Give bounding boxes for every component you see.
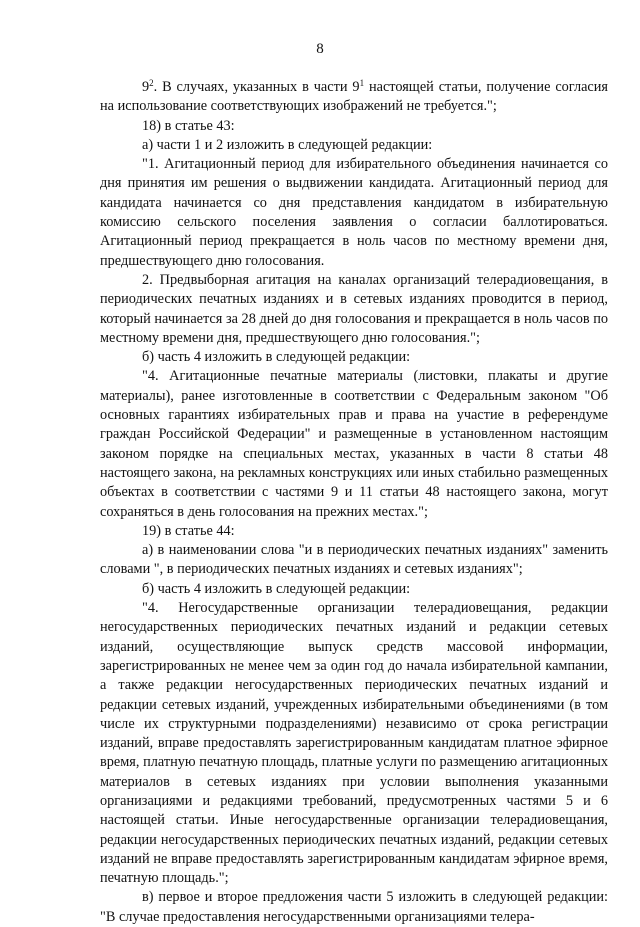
document-body <box>100 78 608 927</box>
paragraph: б) часть 4 изложить в следующей редакции: <box>142 580 411 597</box>
para-number: 9 <box>142 79 150 95</box>
paragraph: 2. Предвыборная агитация на каналах организаций телерадиовещания, в периодических печатных изданиях и в сетевых изданиях проводится в период, который начинается за 28 дней до дня голосования и прекращается в ноль часов по местному времени дня, предшествующего дню голосования."; <box>100 271 608 346</box>
paragraph: "4. Агитационные печатные материалы (листовки, плакаты и другие материалы), ранее изготовленные в соответствии с Федеральным законом "Об основных гарантиях избирательных прав и права на участие в референдуме граждан Российской Федерации" и размещенные в установленном настоящим законом порядке на специальных местах, указанных в части 8 статьи 48 настоящего закона, на рекламных конструкциях или иных стабильно размещенных объектах в соответствии с частями 9 и 11 статьи 48 настоящего закона, могут сохраняться в день голосования на прежних местах."; <box>100 368 608 520</box>
paragraph: б) часть 4 изложить в следующей редакции: <box>142 349 411 366</box>
paragraph: 18) в статье 43: <box>142 117 235 134</box>
paragraph-9-2 <box>100 78 608 117</box>
paragraph: а) части 1 и 2 изложить в следующей редакции: <box>142 136 433 153</box>
para-number-superscript: 2 <box>149 78 154 88</box>
para-text-end: настоящей статьи, получение согласия на использование соответствующих изображений не требуется."; <box>100 79 608 115</box>
para-text-start: . В случаях, указанных в части 9 <box>153 79 360 95</box>
paragraph: а) в наименовании слова "и в периодических печатных изданиях" заменить словами ", в периодических печатных изданиях и сетевых изданиях"; <box>100 542 608 578</box>
paragraph: "4. Негосударственные организации телерадиовещания, редакции негосударственных периодических печатных изданий и редакции сетевых изданий, осуществляющие выпуск средств массовой информации, зарегистрированных не менее чем за один год до начала избирательной кампании, а также редакции негосударственных периодических печатных изданий и редакции сетевых изданий, учрежденных избирательными объединениями (в том числе их структурными подразделениями) независимо от срока регистрации изданий, вправе предоставлять зарегистрированным кандидатам платное эфирное время, платную печатную площадь, платные услуги по размещению агитационных материалов в сетевых изданиях при условии выполнения указанными организациями и редакциями требований, предусмотренных частями 5 и 6 настоящей статьи. Иные негосударственные организации телерадиовещания, редакции негосударственных периодических печатных изданий, редакции сетевых изданий не вправе предоставлять зарегистрированным кандидатам эфирное время, печатную площадь."; <box>100 600 608 887</box>
reference-superscript: 1 <box>359 78 365 88</box>
paragraph: в) первое и второе предложения части 5 изложить в следующей редакции: "В случае предоставления негосударственными организациями телера- <box>100 889 608 925</box>
paragraph: "1. Агитационный период для избирательного объединения начинается со дня принятия им решения о выдвижении кандидата. Агитационный период для кандидата начинается со дня представления кандидатом в избирательную комиссию сельского поселения заявления о согласии баллотироваться. Агитационный период прекращается в ноль часов по местному времени дня, предшествующего дню голосования. <box>100 156 608 269</box>
paragraph: 19) в статье 44: <box>142 522 235 539</box>
page-number: 8 <box>316 41 324 57</box>
